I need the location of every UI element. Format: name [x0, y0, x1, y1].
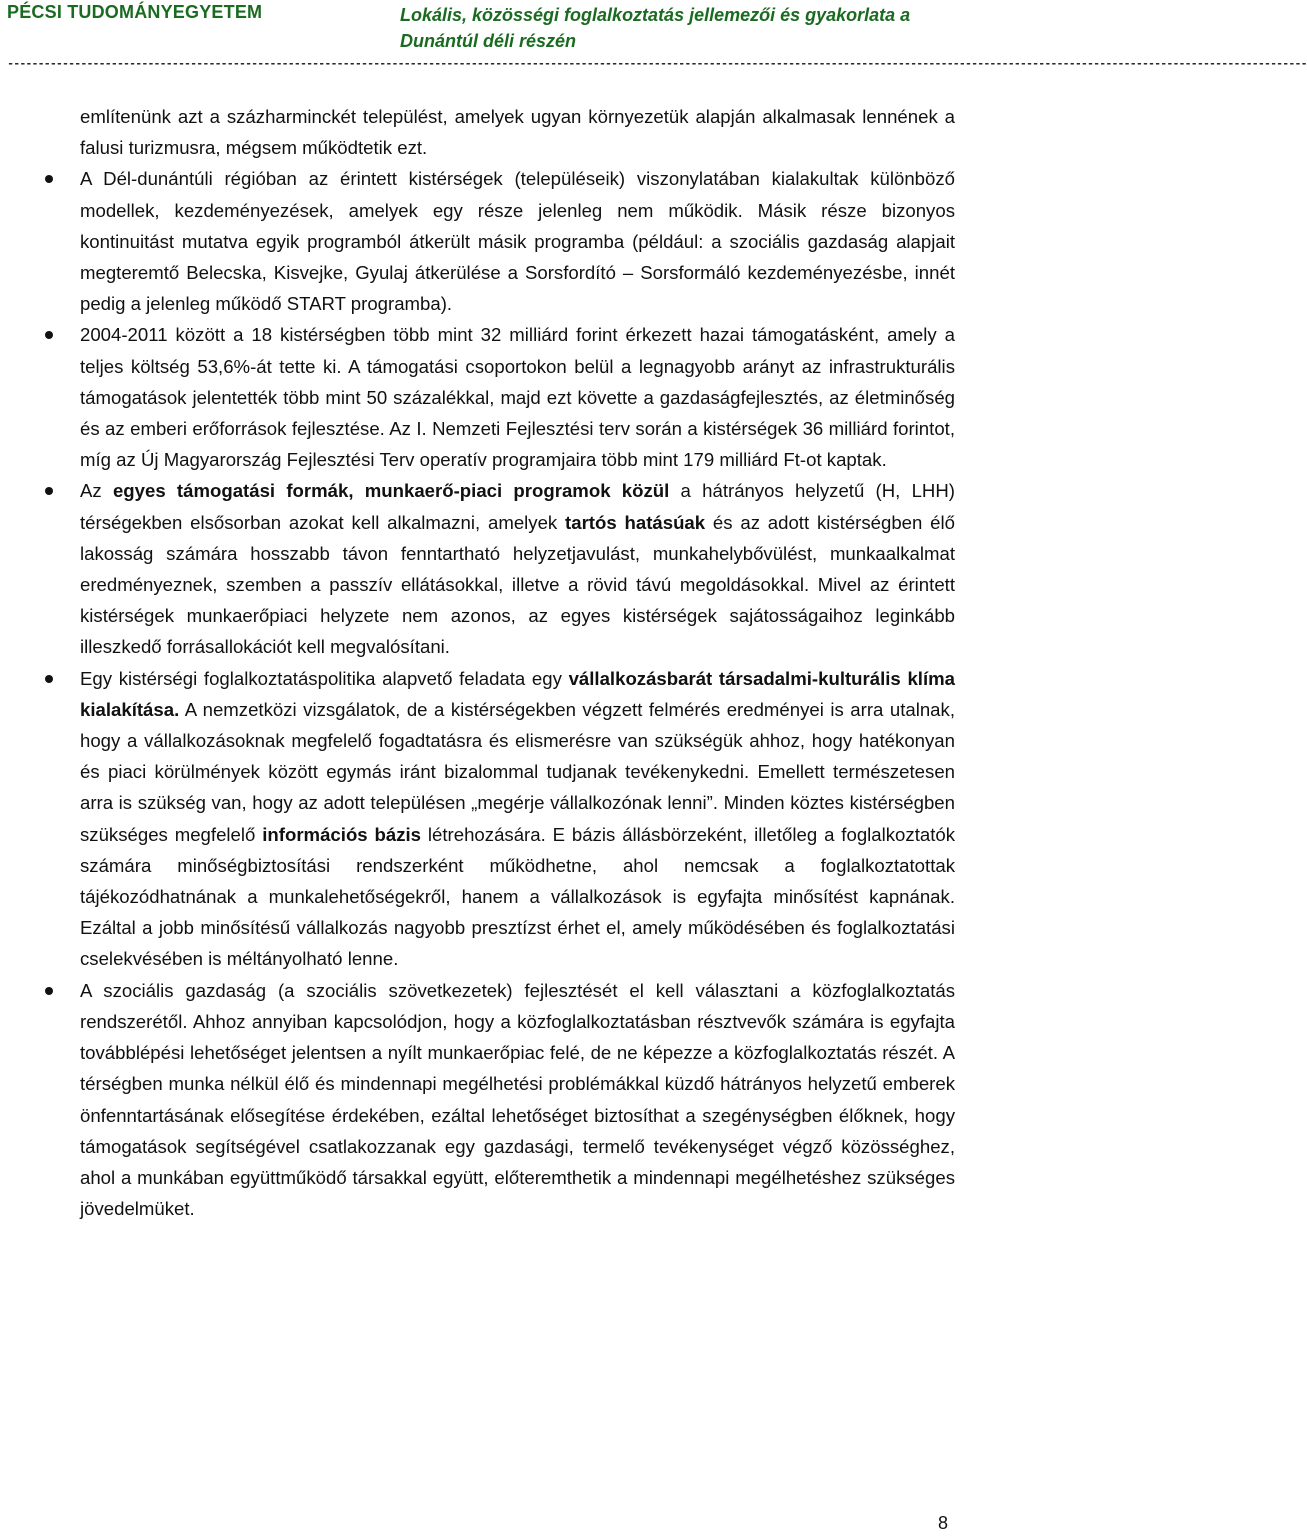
bold-text: egyes támogatási formák, munkaerő-piaci programok közül — [112, 480, 670, 502]
page-header — [0, 0, 1307, 80]
bullet-item-social-economy: A szociális gazdaság (a szociális szövetkezetek) fejlesztését el kell választani a közfoglalkoztatás rendszerétől. Ahhoz annyiban kapcsolódjon, hogy a közfoglalkoztatásban résztvevők számára is egyfajta továbblépési lehetőséget jelentsen a nyílt munkaerőpiac felé, de ne képezze a közfoglalkoztatás részét. A térségben munka nélkül élő és mindennapi megélhetési problémákkal küzdő hátrányos helyzetű emberek önfenntartásának elősegítése érdekében, ezáltal lehetőséget biztosíthat a szegénységben élőknek, hogy támogatások segítségével csatlakozzanak egy gazdasági, termelő tevékenységet végző közösséghez, ahol a munkában együttműködő társakkal együtt, előteremthetik a mindennapi megélhetéshez szükséges jövedelmüket. — [80, 975, 955, 1225]
header-divider: --------------------------------------------------------------------------------------------------------------------------------------------------------------------------------------------------------------------- — [7, 57, 1307, 71]
bold-text: vállalkozásbarát társadalmi-kulturális klíma kialakítása. — [80, 667, 955, 720]
text-run: A nemzetközi vizsgálatok, de a kistérségekben végzett felmérés eredményei is arra utalnak, hogy a vállalkozásoknak megfelelő fogadtatásra és elismerésre van szükségük ahhoz, hogy hatékonyan és piaci körülmények között egymás iránt bizalommal tudjanak tevékenykedni. Emellett természetesen arra is szükség van, hogy az adott településen „megérje vállalkozónak lenni”. Minden köztes kistérségben szükséges megfelelő — [80, 698, 955, 845]
bold-text: tartós hatásúak — [565, 511, 706, 533]
document-body — [80, 101, 955, 1224]
text-run: és az adott kistérségben élő lakosság számára hosszabb távon fenntartható helyzetjavulást, munkahelybővülést, munkaalkalmat eredményeznek, szemben a passzív ellátásokkal, illetve a rövid távú megoldásokkal. Mivel az érintett kistérségek munkaerőpiaci helyzete nem azonos, az egyes kistérségek sajátosságaihoz leginkább illeszkedő forrásallokációt kell megvalósítani. — [80, 511, 955, 658]
page-number: 8 — [937, 1513, 948, 1533]
paragraph-continuation: említenünk azt a százharminckét települést, amelyek ugyan környezetük alapján alkalmasak lennének a falusi turizmusra, mégsem működtetik ezt. — [80, 106, 955, 159]
bullet-item-funding: 2004-2011 között a 18 kistérségben több mint 32 milliárd forint érkezett hazai támogatásként, amely a teljes költség 53,6%-át tette ki. A támogatási csoportokon belül a legnagyobb arányt az infrastrukturális támogatások jelentették több mint 50 százalékkal, majd ezt követte a gazdaságfejlesztés, az életminőség és az emberi erőforrások fejlesztése. Az I. Nemzeti Fejlesztési terv során a kistérségek 36 milliárd forintot, míg az Új Magyarország Fejlesztési Terv operatív programjaira több mint 179 milliárd Ft-ot kaptak. — [80, 319, 955, 475]
text-run: a hátrányos helyzetű (H, LHH) térségekben elsősorban azokat kell alkalmazni, amelyek — [80, 480, 955, 533]
text-run: Egy kistérségi foglalkoztatáspolitika alapvető feladata egy — [80, 667, 569, 689]
text-run: Az — [80, 480, 113, 502]
bullet-item-employment-policy — [80, 663, 955, 975]
report-title: Lokális, közösségi foglalkoztatás jellemezői és gyakorlata a Dunántúl déli részén — [400, 5, 911, 51]
text-run: létrehozására. E bázis állásbörzeként, illetőleg a foglalkoztatók számára minőségbiztosítási rendszerként működhetne, ahol nemcsak a foglalkoztatottak tájékozódhatnának a munkalehetőségekről, hanem a vállalkozások is egyfajta minősítést kapnának. Ezáltal a jobb minősítésű vállalkozás nagyobb presztízst érhet el, amely működésében és foglalkoztatási cselekvésében is méltányolható lenne. — [80, 823, 956, 970]
bullet-item-models: A Dél-dunántúli régióban az érintett kistérségek (településeik) viszonylatában kialakultak különböző modellek, kezdeményezések, amelyek egy része jelenleg nem működik. Másik része bizonyos kontinuitást mutatva egyik programból átkerült másik programba (például: a szociális gazdaság alapjait megteremtő Belecska, Kisvejke, Gyulaj átkerülése a Sorsfordító – Sorsformáló kezdeményezésbe, innét pedig a jelenleg működő START programba). — [80, 163, 955, 319]
bullet-item-support-forms — [80, 475, 955, 662]
bold-text: információs bázis — [262, 823, 422, 845]
university-name: PÉCSI TUDOMÁNYEGYETEM — [7, 2, 263, 22]
